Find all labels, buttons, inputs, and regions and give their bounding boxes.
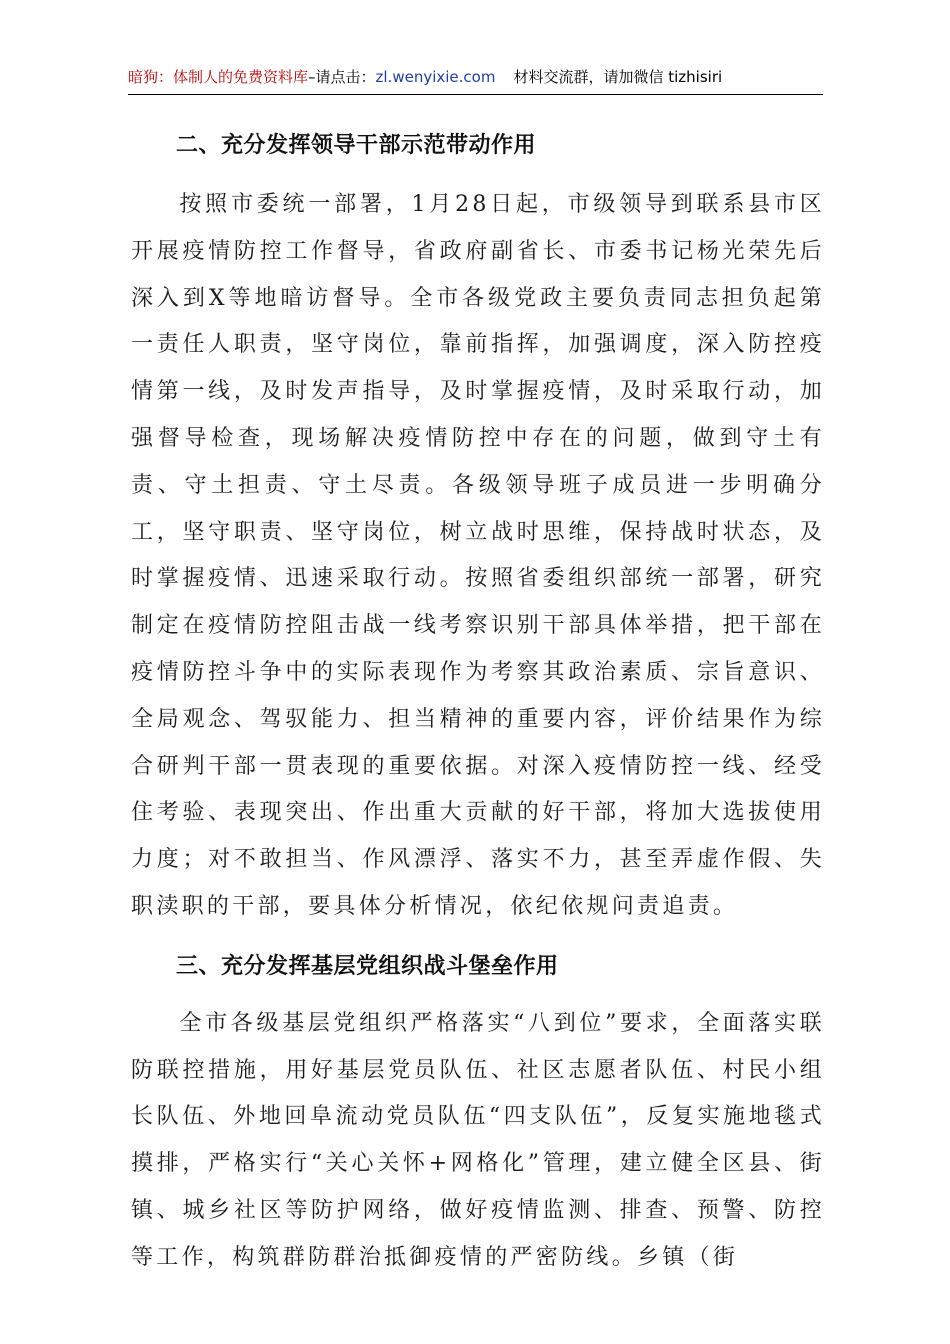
page-header [128,66,822,88]
header-divider [128,94,823,95]
section-paragraph: 全市各级基层党组织严格落实“八到位”要求，全面落实联防联控措施，用好基层党员队伍、社区志愿者队伍、村民小组长队伍、外地回阜流动党员队伍“四支队伍”，反复实施地毯式摸排，严格实行“关心关怀+网格化”管理，建立健全区县、街镇、城乡社区等防护网络，做好疫情监测、排查、预警、防控等工作，构筑群防群治抵御疫情的严密防线。乡镇（街 [131,1010,825,1270]
document-body [131,122,825,1282]
header-brand: 暗狗：体制人的免费资料库 [128,68,309,86]
section-paragraph: 按照市委统一部署，1月28日起，市级领导到联系县市区开展疫情防控工作督导，省政府副省长、市委书记杨光荣先后深入到X等地暗访督导。全市各级党政主要负责同志担负起第一责任人职责，坚守岗位，靠前指挥，加强调度，深入防控疫情第一线，及时发声指导，及时掌握疫情，及时采取行动，加强督导检查，现场解决疫情防控中存在的问题，做到守土有责、守土担责、守土尽责。各级领导班子成员进一步明确分工，坚守职责、坚守岗位，树立战时思维，保持战时状态，及时掌握疫情、迅速采取行动。按照省委组织部统一部署，研究制定在疫情防控阻击战一线考察识别干部具体举措，把干部在疫情防控斗争中的实际表现作为考察其政治素质、宗旨意识、全局观念、驾驭能力、担当精神的重要内容，评价结果作为综合研判干部一贯表现的重要依据。对深入疫情防控一线、经受住考验、表现突出、作出重大贡献的好干部，将加大选拔使用力度；对不敢担当、作风漂浮、落实不力，甚至弄虚作假、失职渎职的干部，要具体分析情况，依纪依规问责追责。 [131,192,825,919]
section-heading: 三、充分发挥基层党组织战斗堡垒作用 [176,953,559,979]
header-url-link[interactable]: zl.wenyixie.com [375,68,496,86]
section-heading: 二、充分发挥领导干部示范带动作用 [176,133,537,158]
header-link-label: –请点击： [308,68,376,86]
header-group-note: 材料交流群，请加微信 tizhisiri [513,68,723,86]
